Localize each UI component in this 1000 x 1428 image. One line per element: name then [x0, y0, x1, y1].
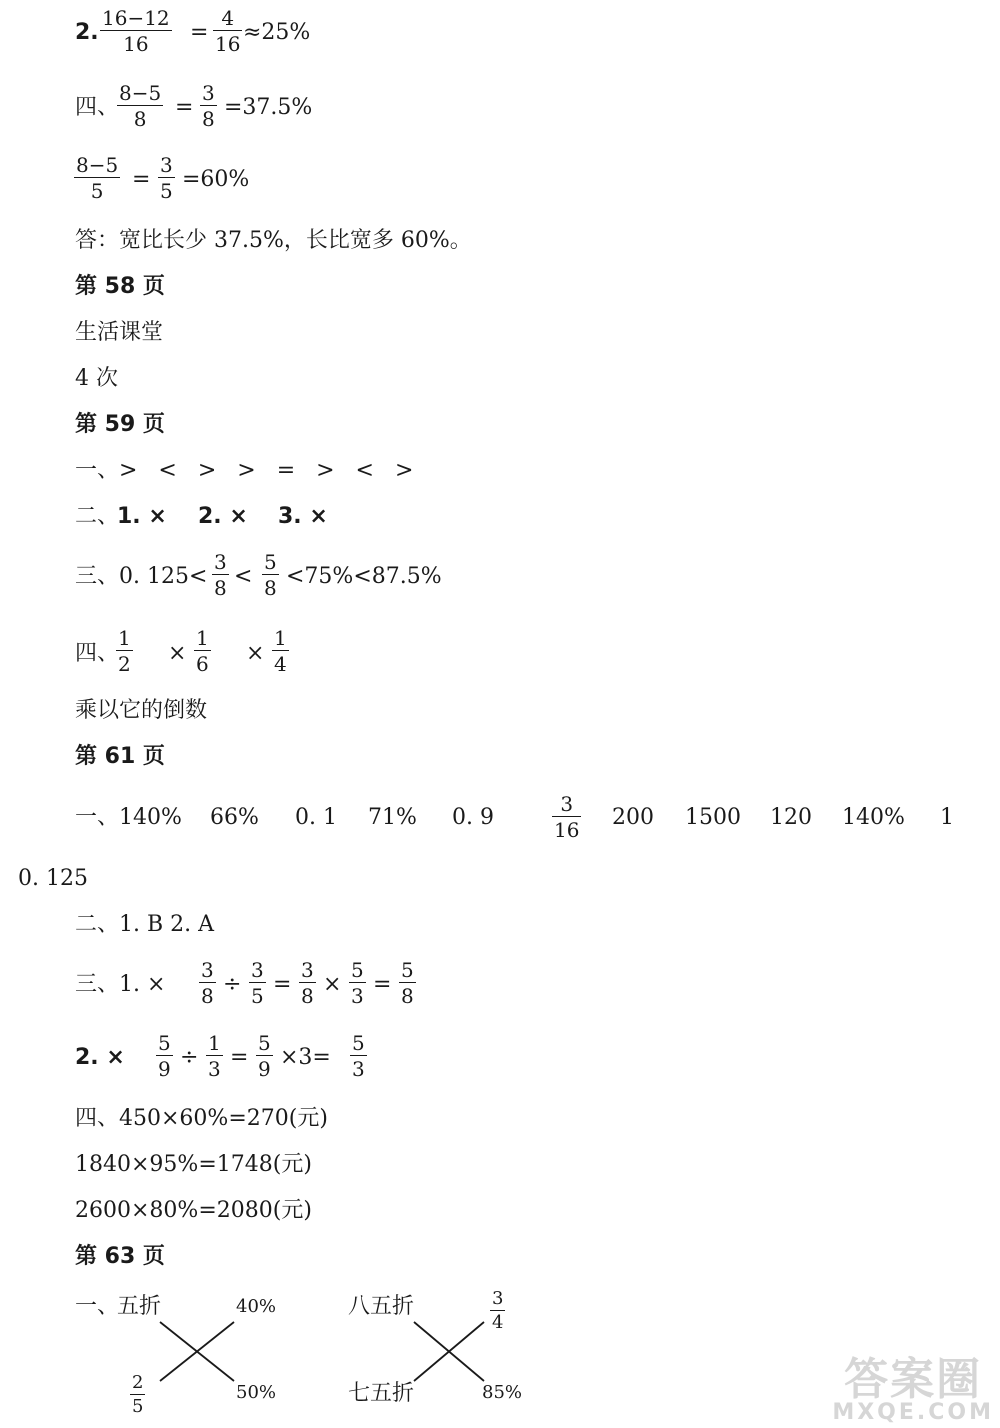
- q4-line: 2600×80%=2080(元): [75, 1198, 312, 1223]
- answer-line: 答：宽比长少 37.5%，长比宽多 60%。: [75, 228, 472, 253]
- q1-value: 1500: [685, 805, 741, 830]
- q1-value: 一、140%: [75, 805, 182, 830]
- q1-value: 1: [940, 805, 954, 830]
- fraction: 8−5 8: [119, 81, 162, 131]
- q2-label: 二、: [75, 504, 120, 529]
- fraction: 1 4: [274, 626, 287, 676]
- less-than: <: [234, 564, 253, 589]
- result: =60%: [182, 167, 250, 192]
- equals: =: [175, 95, 194, 120]
- q4-line: 1840×95%=1748(元): [75, 1152, 312, 1177]
- match-left-bottom-right: 50%: [236, 1382, 277, 1403]
- match-right-top: 八五折: [348, 1294, 415, 1319]
- times: ×: [323, 972, 342, 997]
- q1-value: 140%: [842, 805, 905, 830]
- page-heading: 第 59 页: [75, 412, 165, 437]
- divide: ÷: [223, 972, 242, 997]
- q2-label: 2.: [75, 20, 99, 45]
- q4-label: 四、: [75, 95, 120, 120]
- divide: ÷: [180, 1045, 199, 1070]
- note-line: 乘以它的倒数: [75, 698, 208, 723]
- fraction: 5 3: [351, 958, 364, 1008]
- fraction: 3 5: [251, 958, 264, 1008]
- q2-item: 1. ×: [117, 504, 167, 529]
- q2-item: 3. ×: [278, 504, 328, 529]
- equals: =: [132, 167, 151, 192]
- fraction: 5 3: [352, 1031, 365, 1081]
- fraction: 5 8: [401, 958, 414, 1008]
- equals: =: [273, 972, 292, 997]
- fraction: 3 8: [202, 81, 215, 131]
- fraction: 5 8: [264, 550, 277, 600]
- q1-value: 200: [612, 805, 654, 830]
- equals: =: [230, 1045, 249, 1070]
- fraction: 8−5 5: [76, 153, 119, 203]
- fraction: 3 16: [554, 792, 580, 842]
- q4-line: 四、450×60%=270(元): [75, 1106, 328, 1131]
- equals: =: [373, 972, 392, 997]
- q1-value: 120: [770, 805, 812, 830]
- fraction: 3 8: [301, 958, 314, 1008]
- fraction: 5 9: [158, 1031, 171, 1081]
- times: ×: [246, 641, 265, 666]
- q1-value: 71%: [368, 805, 417, 830]
- q1-value: 0. 9: [452, 805, 494, 830]
- q1-value: 0. 1: [295, 805, 337, 830]
- fraction: 1 2: [118, 626, 131, 676]
- page-heading: 第 61 页: [75, 744, 165, 769]
- q1-wrap-value: 0. 125: [18, 866, 88, 891]
- q4-label: 四、: [75, 641, 120, 666]
- match-right-bottom: 七五折: [348, 1381, 415, 1406]
- section-title: 生活课堂: [75, 320, 164, 345]
- q2-item: 2. ×: [198, 504, 248, 529]
- fraction: 4 16: [215, 6, 241, 56]
- match-left-top: 五折: [117, 1294, 162, 1319]
- fraction: 16−12 16: [102, 6, 170, 56]
- result: <75%<87.5%: [286, 564, 442, 589]
- q3-2-label: 2. ×: [75, 1045, 125, 1070]
- fraction: 3 5: [160, 153, 173, 203]
- fraction: 2 5: [132, 1372, 144, 1417]
- answer-line: 4 次: [75, 366, 118, 391]
- page-heading: 第 63 页: [75, 1244, 165, 1269]
- fraction: 5 9: [258, 1031, 271, 1081]
- match-right-bottom-right: 85%: [482, 1382, 523, 1403]
- q1-answers: 一、> < > > = > < >: [75, 458, 414, 483]
- page-heading: 第 58 页: [75, 274, 165, 299]
- times-three: ×3=: [280, 1045, 331, 1070]
- fraction: 1 6: [196, 626, 209, 676]
- fraction: 3 4: [492, 1288, 504, 1333]
- q3-prefix: 三、0. 125<: [75, 564, 208, 589]
- site-watermark: 答案圈 MXQE.COM: [832, 1354, 994, 1425]
- q1-value: 66%: [210, 805, 259, 830]
- result: ≈25%: [243, 20, 311, 45]
- q2-answers: 二、1. B 2. A: [75, 912, 215, 937]
- match-left-top-right: 40%: [236, 1296, 277, 1317]
- times: ×: [168, 641, 187, 666]
- fraction: 1 3: [208, 1031, 221, 1081]
- fraction: 3 8: [201, 958, 214, 1008]
- result: =37.5%: [224, 95, 313, 120]
- fraction: 3 8: [214, 550, 227, 600]
- equals: =: [190, 20, 209, 45]
- q1-label: 一、: [75, 1294, 120, 1319]
- q3-1-label: 三、1. ×: [75, 972, 166, 997]
